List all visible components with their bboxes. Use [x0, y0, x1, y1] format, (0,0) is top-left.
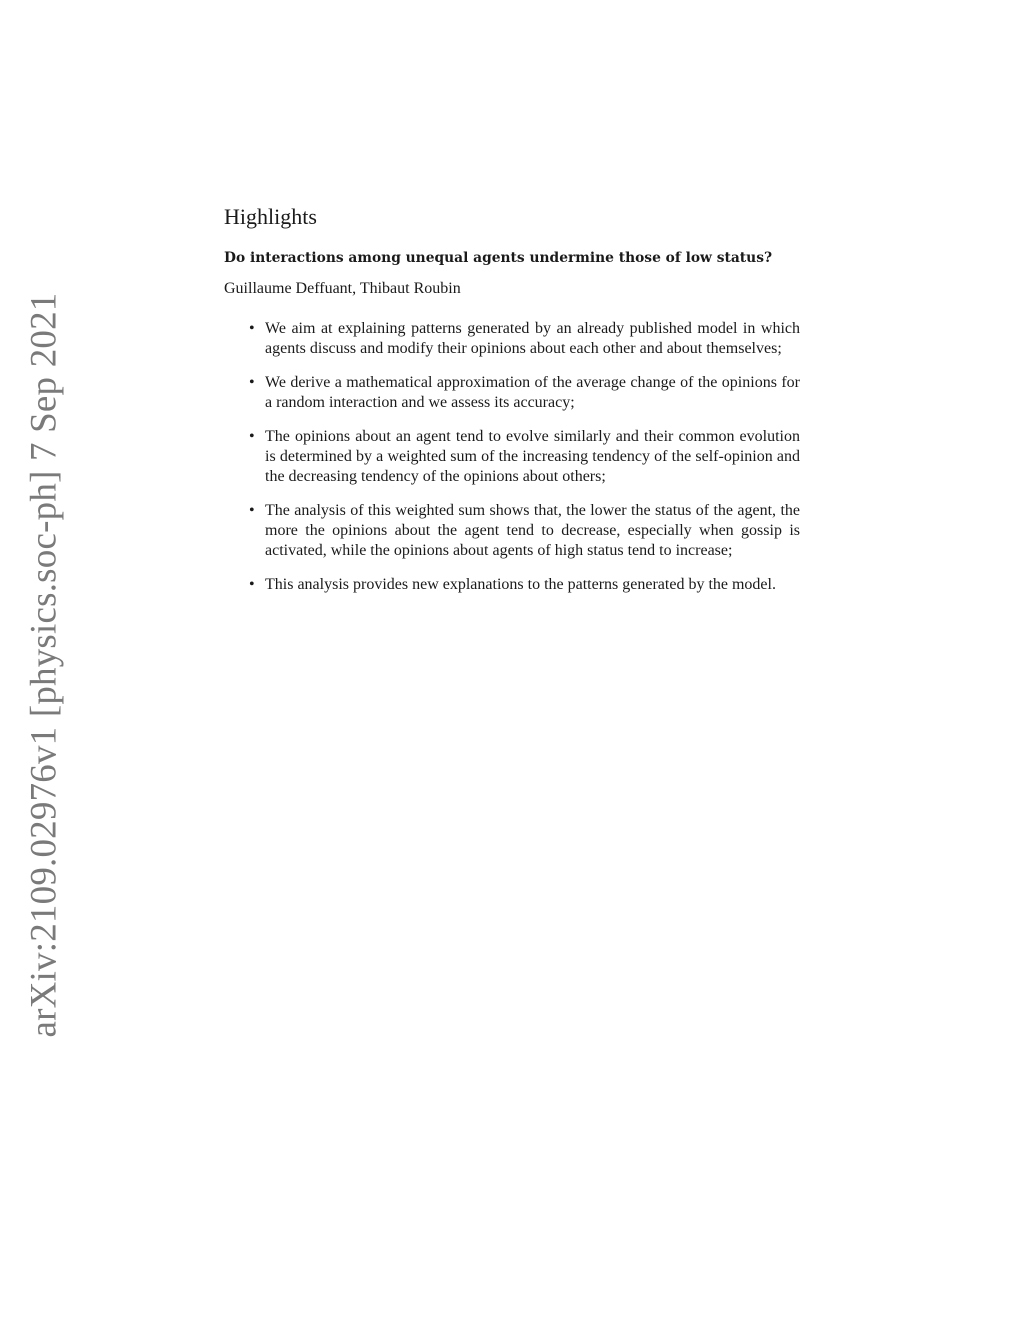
highlight-item: [224, 373, 800, 413]
bullet-icon: •: [249, 374, 255, 391]
highlight-item: [224, 427, 800, 487]
highlight-item: [224, 575, 800, 595]
bullet-icon: •: [249, 576, 255, 593]
highlight-text: The analysis of this weighted sum shows that, the lower the status of the agent, the more the opinions about the agent tend to decrease, especially when gossip is activated, while the opinions about agents of high status tend to increase;: [265, 502, 800, 559]
highlight-text: We derive a mathematical approximation of the average change of the opinions for a random interaction and we assess its accuracy;: [265, 374, 800, 411]
highlight-item: [224, 319, 800, 359]
bullet-icon: •: [249, 320, 255, 337]
highlight-text: This analysis provides new explanations to the patterns generated by the model.: [265, 576, 776, 593]
bullet-icon: •: [249, 428, 255, 445]
section-heading: Highlights: [224, 204, 317, 229]
arxiv-identifier-stamp: arXiv:2109.02976v1 [physics.soc-ph] 7 Sep 2021: [23, 292, 65, 1038]
highlights-list: [224, 319, 800, 595]
highlights-section: [224, 200, 800, 609]
bullet-icon: •: [249, 502, 255, 519]
author-list: Guillaume Deffuant, Thibaut Roubin: [224, 280, 461, 297]
highlight-text: We aim at explaining patterns generated by an already published model in which agents discuss and modify their opinions about each other and about themselves;: [265, 320, 800, 357]
highlight-text: The opinions about an agent tend to evolve similarly and their common evolution is determined by a weighted sum of the increasing tendency of the self-opinion and the decreasing tendency of the opinions about others;: [265, 428, 800, 485]
highlight-item: [224, 501, 800, 561]
paper-title: Do interactions among unequal agents undermine those of low status?: [224, 250, 773, 266]
